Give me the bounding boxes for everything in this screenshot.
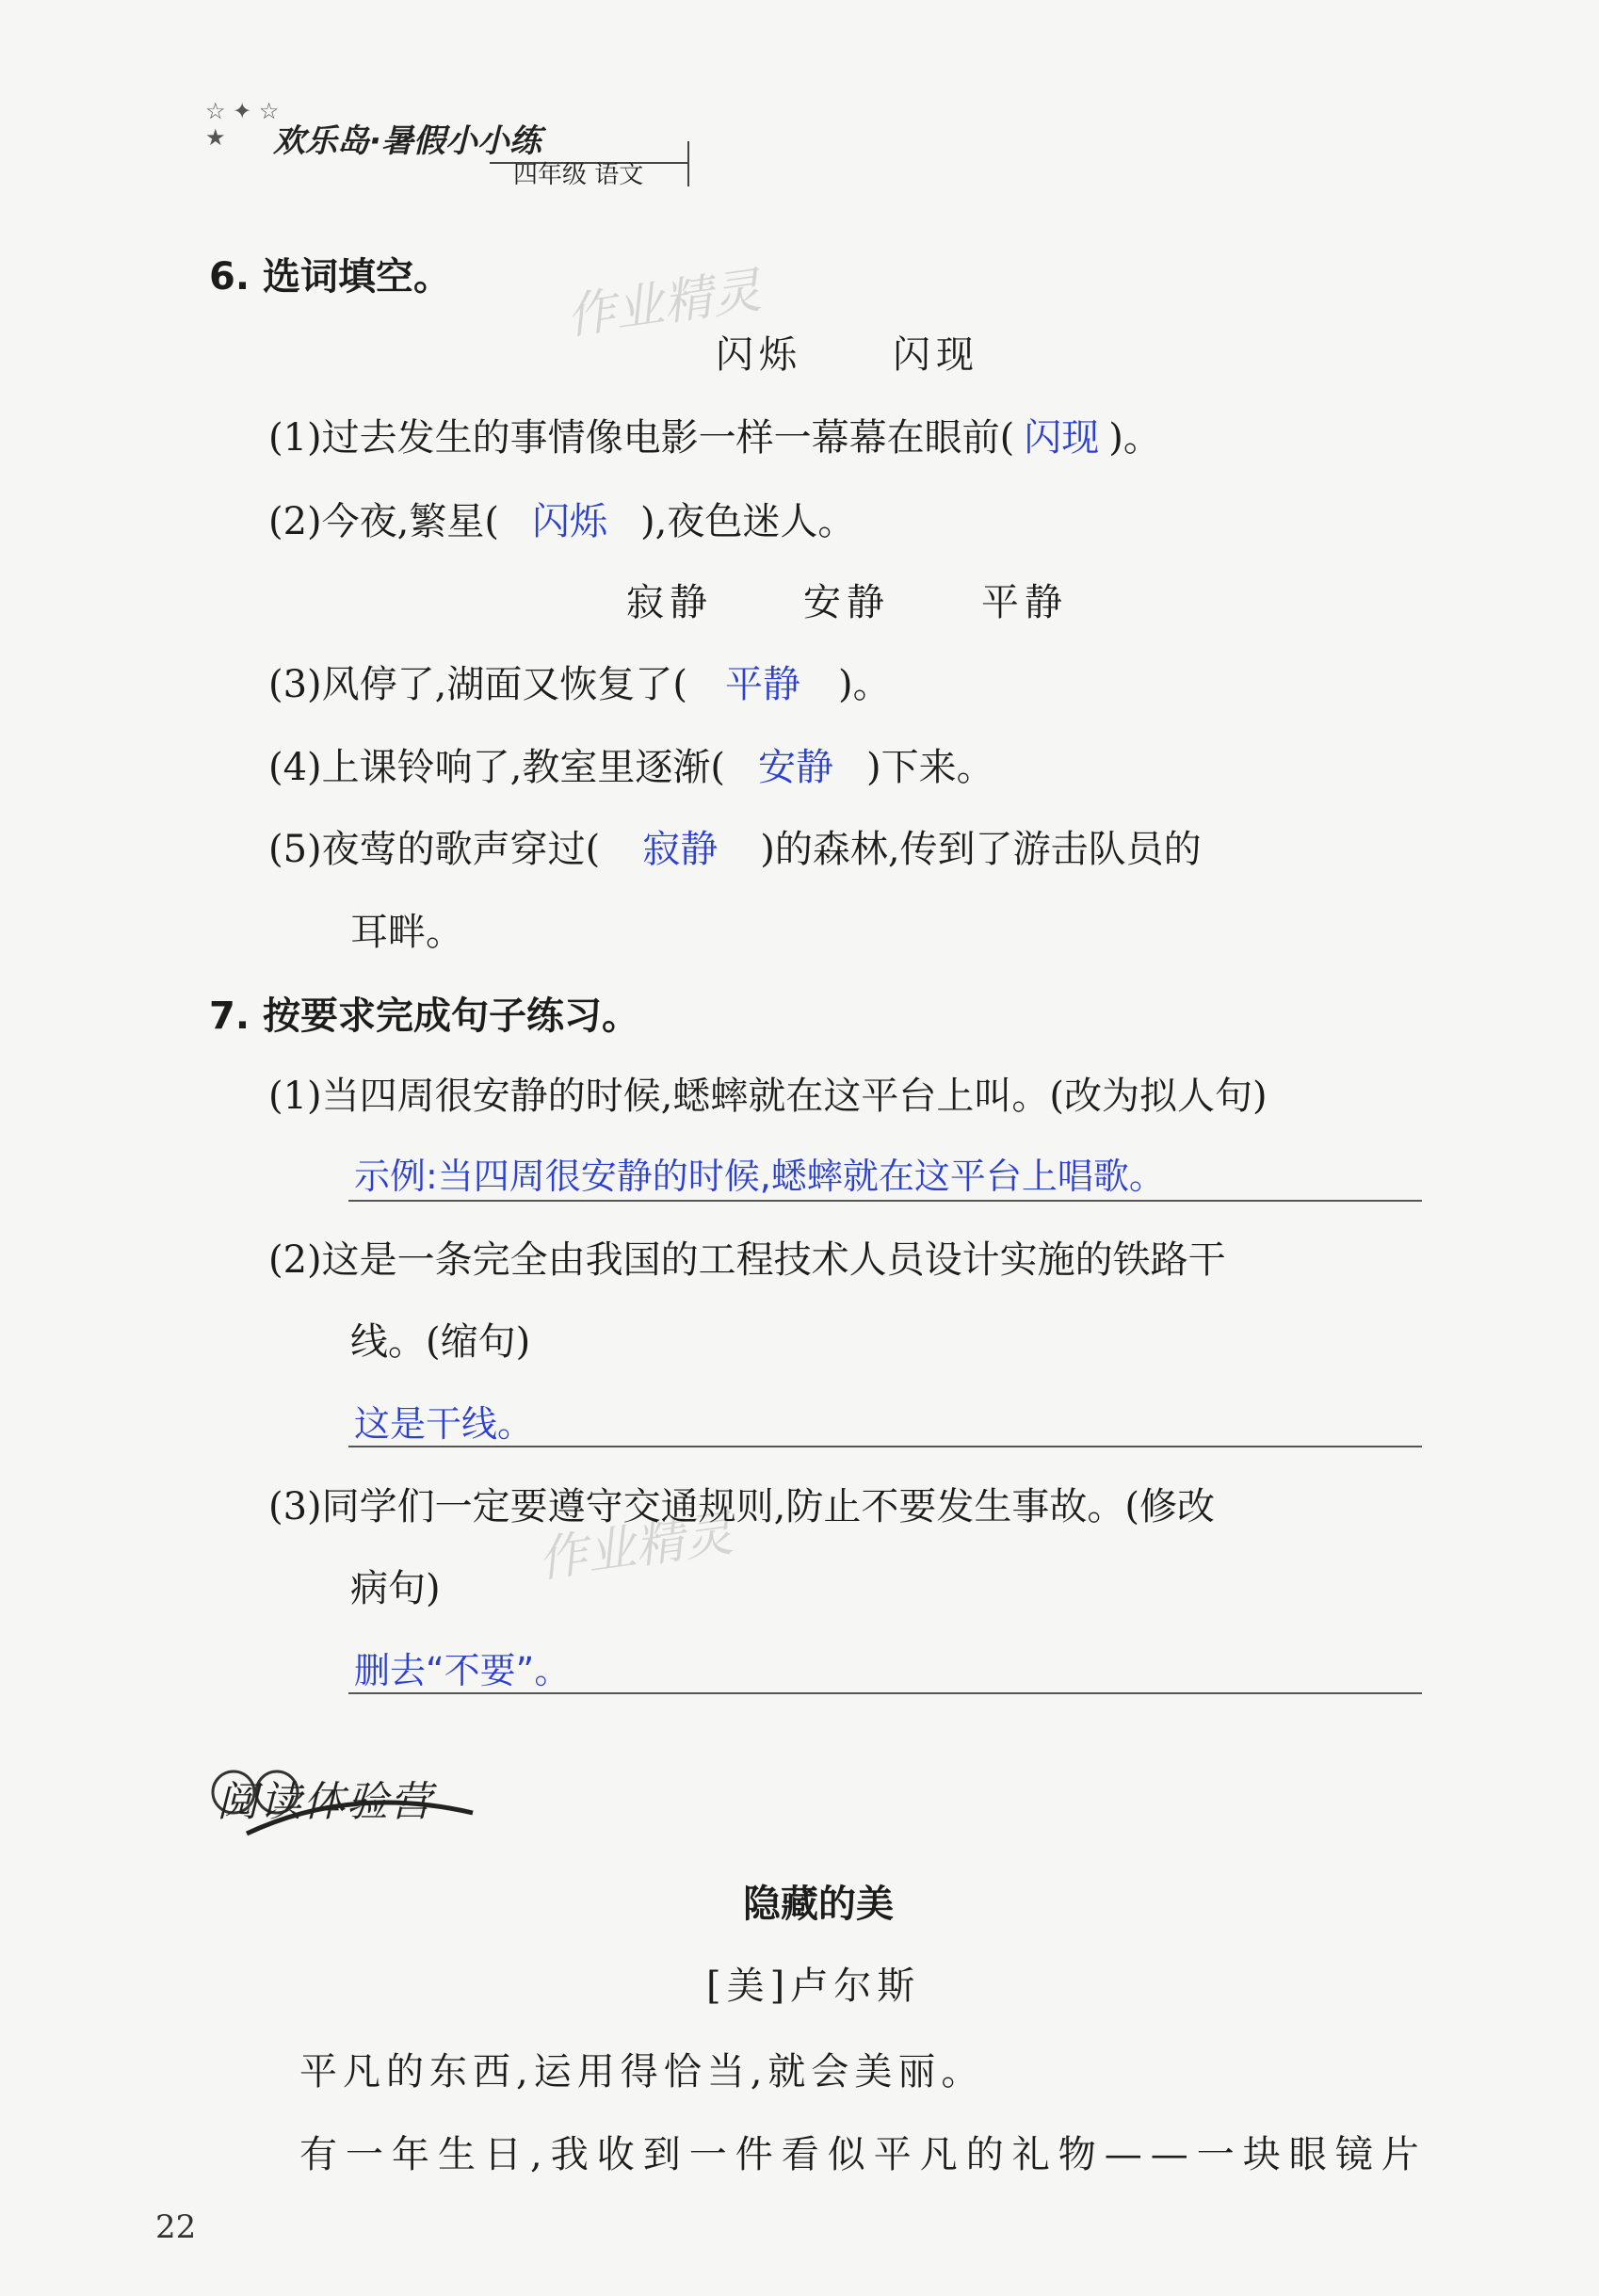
- item-text: )的森林,传到了游击队员的: [760, 828, 1202, 871]
- article-paragraph: 有一年生日,我收到一件看似平凡的礼物——一块眼镜片: [299, 2133, 1428, 2176]
- item-text: 夜莺的歌声穿过(: [321, 828, 601, 871]
- q6-item-3: [268, 655, 891, 708]
- word-choice: 安静: [803, 581, 890, 624]
- page-number: 22: [155, 2208, 197, 2246]
- item-text: )下来。: [866, 746, 994, 789]
- item-text: 同学们一定要遵守交通规则,防止不要发生事故。(修改: [321, 1485, 1215, 1528]
- reading-logo-text: 阅读体验营: [217, 1778, 433, 1826]
- header-vbar: [687, 141, 689, 186]
- q7-item-2: [268, 1230, 1226, 1284]
- q6-item-2: [268, 492, 855, 545]
- item-text: 过去发生的事情像电影一样一幕幕在眼前(: [321, 416, 1015, 460]
- item-text: )。: [838, 663, 891, 706]
- item-text: 风停了,湖面又恢复了(: [321, 663, 687, 706]
- answer-text: 安静: [758, 746, 833, 789]
- q6-item-1: [268, 408, 1161, 461]
- answer-line: [348, 1692, 1422, 1694]
- article-title: 隐藏的美: [743, 1883, 894, 1926]
- watermark: 作业精灵: [534, 1505, 736, 1590]
- q7-title: 7. 按要求完成句子练习。: [209, 994, 639, 1038]
- series-title: 欢乐岛·暑假小小练: [273, 122, 541, 160]
- answer-text: 示例:当四周很安静的时候,蟋蟀就在这平台上唱歌。: [354, 1156, 1165, 1197]
- word-choice: 平静: [981, 581, 1068, 624]
- watermark: 作业精灵: [562, 262, 765, 347]
- word-choice: 寂静: [626, 581, 713, 624]
- q7-item-3-cont: 病句): [350, 1567, 441, 1610]
- item-number: (5): [268, 828, 322, 871]
- q6-item-4: [268, 737, 994, 791]
- item-number: (3): [268, 1485, 322, 1528]
- reading-section-logo: [209, 1747, 482, 1854]
- answer-text: 这是干线。: [354, 1403, 534, 1445]
- q6-item-5-cont: 耳畔。: [350, 911, 463, 954]
- answer-text: 平静: [725, 663, 800, 706]
- answer-text: 闪现: [1024, 416, 1100, 460]
- q7-item-1: [268, 1066, 1268, 1120]
- grade-subject: 四年级 语文: [513, 161, 644, 189]
- answer-line: [348, 1200, 1422, 1202]
- item-text: 这是一条完全由我国的工程技术人员设计实施的铁路干: [321, 1238, 1226, 1282]
- q6-title: 6. 选词填空。: [209, 255, 451, 299]
- answer-line: [348, 1446, 1422, 1447]
- item-number: (2): [268, 1238, 322, 1282]
- item-number: (4): [268, 746, 322, 789]
- answer-text: 删去“不要”。: [354, 1650, 571, 1691]
- q7-item-3: [268, 1477, 1215, 1530]
- answer-text: 闪烁: [532, 500, 607, 543]
- q7-item-2-cont: 线。(缩句): [350, 1320, 531, 1364]
- item-number: (1): [268, 1075, 322, 1118]
- header-stars: ☆ ✦ ☆ ★: [205, 98, 280, 151]
- item-number: (3): [268, 663, 322, 706]
- article-author: [美]卢尔斯: [706, 1965, 921, 2008]
- word-choice: 闪烁: [716, 333, 802, 377]
- word-choice: 闪现: [893, 333, 979, 377]
- item-number: (2): [268, 500, 322, 543]
- item-text: ),夜色迷人。: [640, 500, 856, 543]
- item-text: 今夜,繁星(: [321, 500, 499, 543]
- article-paragraph: 平凡的东西,运用得恰当,就会美丽。: [299, 2050, 985, 2094]
- item-text: 当四周很安静的时候,蟋蟀就在这平台上叫。(改为拟人句): [321, 1075, 1268, 1118]
- answer-text: 寂静: [642, 828, 719, 871]
- item-text: 上课铃响了,教室里逐渐(: [321, 746, 725, 789]
- item-number: (1): [268, 416, 322, 460]
- item-text: )。: [1108, 416, 1161, 460]
- q6-item-5: [268, 819, 1202, 873]
